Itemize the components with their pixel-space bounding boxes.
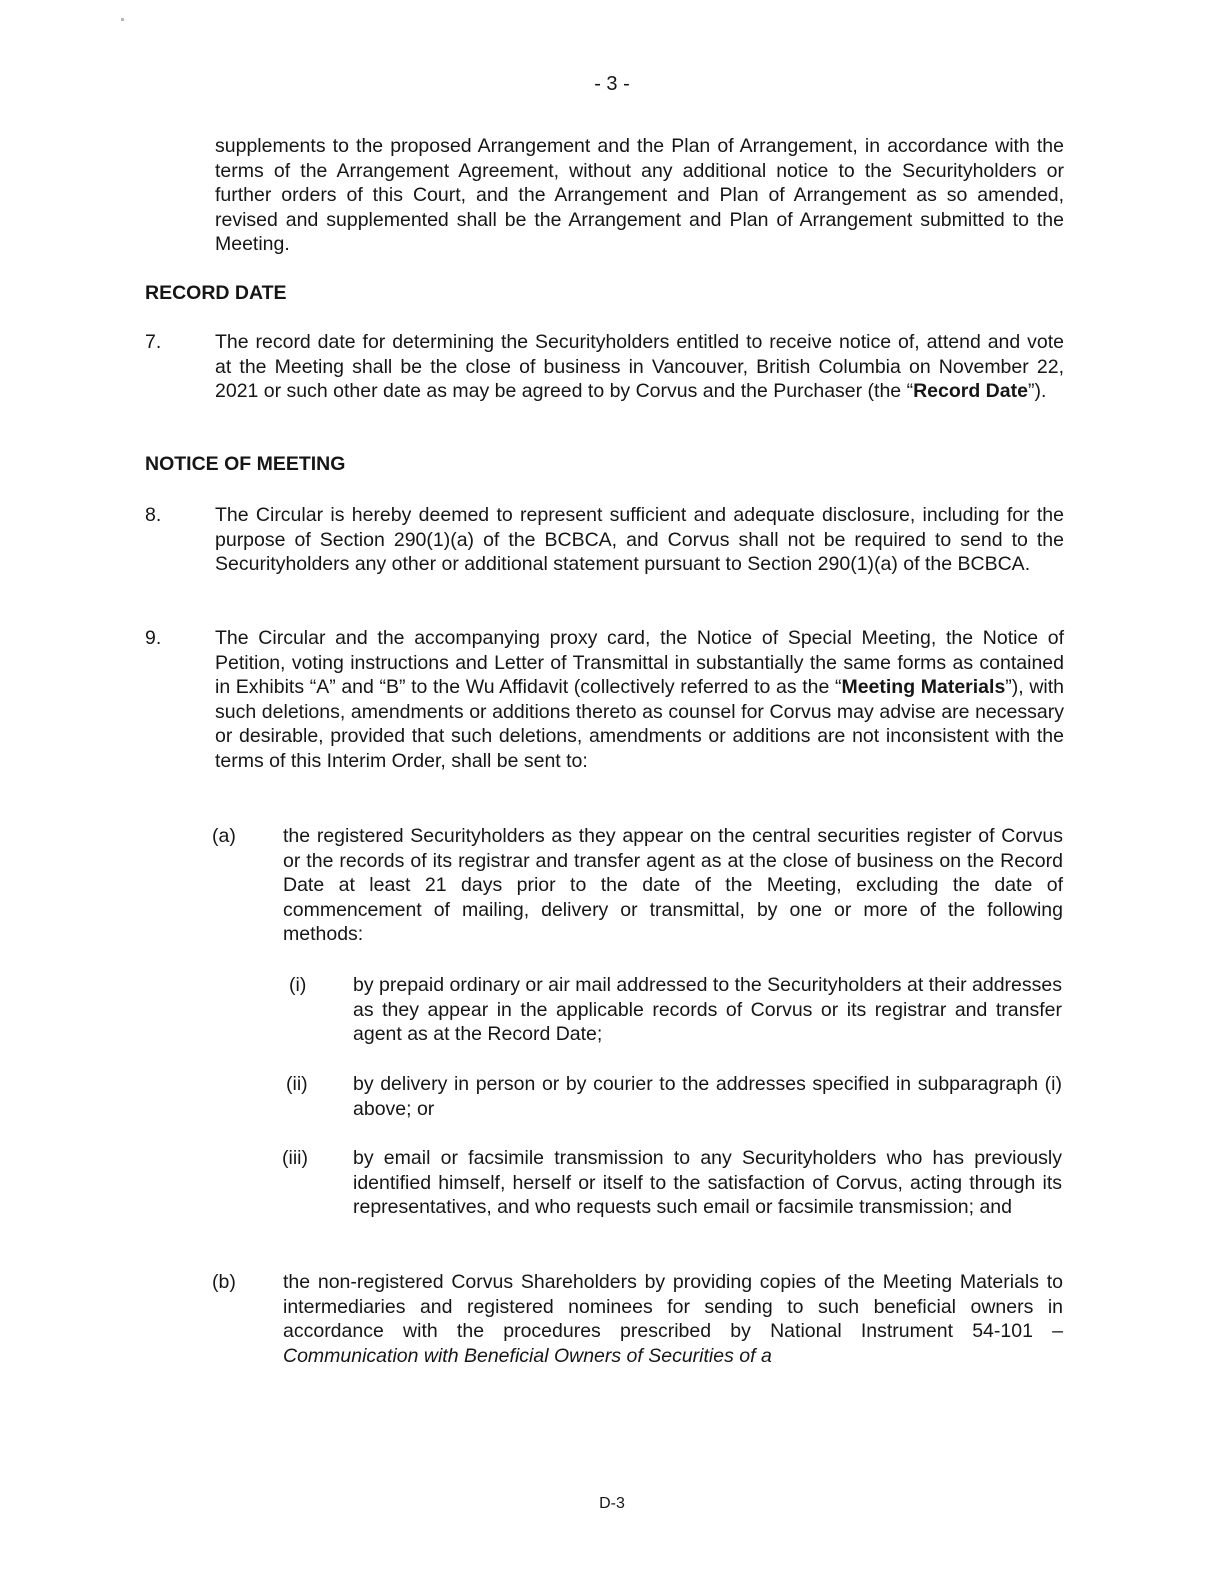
continuation-text: supplements to the proposed Arrangement and the Plan of Arrangement, in accordance with the terms of the Arrangement Agreement, without any additional notice to the Securityholders or further orders of this Court, and the Arrangement and Plan of Arrangement as so amended, revised and supplemented shall be the Arrangement and Plan of Arrangement submitted to the Meeting. bbox=[215, 135, 1064, 256]
item-iii: by email or facsimile transmission to any Securityholders who has previously identified himself, herself or itself to the satisfaction of Corvus, acting through its representatives, and who requests such email or facsimile transmission; and bbox=[353, 1147, 1062, 1219]
instrument-title: Communication with Beneficial Owners of Securities of a bbox=[283, 1344, 772, 1367]
scan-artifact bbox=[121, 18, 124, 21]
item-i: by prepaid ordinary or air mail addressed to the Securityholders at their addresses as they appear in the applicable records of Corvus or its registrar and transfer agent as at the Record Date; bbox=[353, 974, 1062, 1046]
paragraph-8: The Circular is hereby deemed to represent sufficient and adequate disclosure, including for the purpose of Section 290(1)(a) of the BCBCA, and Corvus shall not be required to send to the Securityholders any other or additional statement pursuant to Section 290(1)(a) of the BCBCA. bbox=[215, 504, 1064, 576]
paragraph-7: The record date for determining the Securityholders entitled to receive notice of, attend and vote at the Meeting shall be the close of business in Vancouver, British Columbia on November 22, 2021 or such other date as may be agreed to by Corvus and the Purchaser (the “Record Date”). bbox=[215, 331, 1064, 403]
page-number: - 3 - bbox=[594, 73, 630, 95]
record-date-heading: RECORD DATE bbox=[145, 282, 287, 304]
defined-term-meeting-materials: Meeting Materials bbox=[841, 676, 1006, 699]
item-ii: by delivery in person or by courier to the addresses specified in subparagraph (i) above; or bbox=[353, 1073, 1062, 1120]
item-i-label: (i) bbox=[289, 974, 307, 996]
item-iii-label: (iii) bbox=[282, 1147, 308, 1169]
item-b-label: (b) bbox=[212, 1271, 236, 1293]
defined-term-record-date: Record Date bbox=[913, 380, 1028, 403]
paragraph-9-number: 9. bbox=[145, 627, 162, 649]
paragraph-7-number: 7. bbox=[145, 331, 162, 353]
item-b: the non-registered Corvus Shareholders by providing copies of the Meeting Materials to intermediaries and registered nominees for sending to such beneficial owners in accordance with the procedures prescribed by National Instrument 54-101 – Communication with Beneficial Owners of Securities of a bbox=[283, 1271, 1063, 1367]
notice-of-meeting-heading: NOTICE OF MEETING bbox=[145, 453, 346, 475]
item-ii-label: (ii) bbox=[286, 1073, 308, 1095]
continuation-paragraph bbox=[215, 134, 1064, 257]
paragraph-9: The Circular and the accompanying proxy card, the Notice of Special Meeting, the Notice of Petition, voting instructions and Letter of Transmittal in substantially the same forms as contained in Exhibits “A” and “B” to the Wu Affidavit (collectively referred to as the “Meeting Materials”), with such deletions, amendments or additions thereto as counsel for Corvus may advise are necessary or desirable, provided that such deletions, amendments or additions are not inconsistent with the terms of this Interim Order, shall be sent to: bbox=[215, 627, 1065, 772]
item-a-label: (a) bbox=[212, 825, 236, 847]
paragraph-8-number: 8. bbox=[145, 504, 162, 526]
page-label: D-3 bbox=[599, 1495, 625, 1512]
item-a: the registered Securityholders as they appear on the central securities register of Corvus or the records of its registrar and transfer agent as at the close of business on the Record Date at least 21 days prior to the date of the Meeting, excluding the date of commencement of mailing, delivery or transmittal, by one or more of the following methods: bbox=[283, 825, 1063, 946]
